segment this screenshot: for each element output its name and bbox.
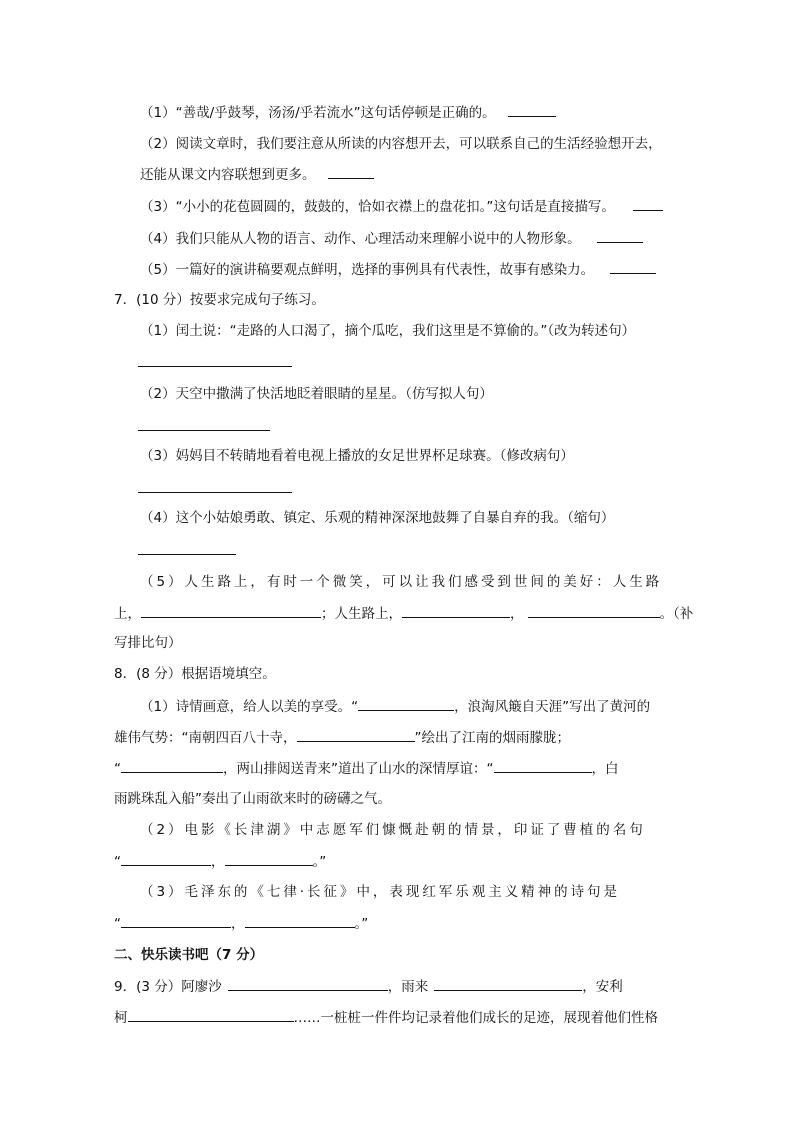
q8-part-2-line2: “ ， 。” (114, 851, 326, 872)
answer-blank[interactable] (597, 228, 643, 243)
judge-item-2-cont: 还能从课文内容联想到更多。 (140, 164, 374, 185)
section-heading: 二、快乐读书吧（7 分） (114, 947, 264, 963)
q8-part-3-line2: “ ， 。” (114, 913, 368, 934)
answer-line[interactable] (138, 478, 292, 499)
answer-blank[interactable] (402, 603, 510, 618)
answer-line[interactable] (138, 352, 292, 373)
judge-item-2: （2）阅读文章时，我们要注意从所读的内容想开去，可以联系自己的生活经验想开去， (140, 136, 662, 152)
q8-part-3: （3）毛泽东的《七律·长征》中，表现红军乐观主义精神的诗句是 (140, 884, 620, 900)
judge-item-4: （4）我们只能从人物的语言、动作、心理活动来理解小说中的人物形象。 (140, 228, 643, 249)
answer-blank[interactable] (328, 164, 374, 179)
q7-sentence-5-cont: 上， ；人生路上， ， 。（补 (114, 603, 693, 624)
answer-blank[interactable] (528, 603, 660, 618)
q8-part-1-line4: 雨跳珠乱入船”奏出了山雨欲来时的磅礴之气。 (114, 791, 391, 807)
answer-blank[interactable] (358, 696, 454, 711)
answer-blank[interactable] (494, 758, 592, 773)
answer-blank[interactable] (508, 102, 556, 117)
q7-sentence-4: （4）这个小姑娘勇敢、镇定、乐观的精神深深地鼓舞了自暴自弃的我。（缩句） (140, 510, 615, 526)
q7-sentence-5: （5）人生路上，有时一个微笑，可以让我们感受到世间的美好：人生路 (140, 574, 663, 590)
answer-blank[interactable] (128, 1007, 294, 1022)
answer-blank[interactable] (228, 976, 388, 991)
answer-line[interactable] (138, 416, 270, 437)
q8-title: 8．(8 分）根据语境填空。 (114, 666, 276, 682)
q9-line-1: 9．(3 分）阿廖沙 ，雨来 ，安利 (114, 976, 623, 997)
judge-item-1: （1）“善哉/乎鼓琴，汤汤/乎若流水”这句话停顿是正确的。 (140, 102, 556, 123)
answer-blank[interactable] (245, 913, 355, 928)
q7-sentence-1: （1）闰土说：“走路的人口渴了，摘个瓜吃，我们这里是不算偷的。”（改为转述句） (140, 323, 636, 339)
answer-blank[interactable] (141, 603, 321, 618)
answer-blank[interactable] (121, 913, 231, 928)
answer-blank[interactable] (225, 851, 313, 866)
judge-item-3: （3）“小小的花苞圆圆的，鼓鼓的，恰如衣襟上的盘花扣。”这句话是直接描写。 (140, 196, 663, 217)
q7-sentence-2: （2）天空中撒满了快活地眨着眼睛的星星。（仿写拟人句） (140, 386, 493, 402)
answer-blank[interactable] (610, 259, 656, 274)
q7-sentence-5-end: 写排比句） (114, 635, 182, 651)
q8-part-1: （1）诗情画意，给人以美的享受。“ ，浪淘风簸自天涯”写出了黄河的 (140, 696, 650, 717)
answer-blank[interactable] (633, 196, 663, 211)
q8-part-1-line3: “ ，两山排闼送青来”道出了山水的深情厚谊：“ ，白 (114, 758, 619, 779)
q7-sentence-3: （3）妈妈目不转睛地看着电视上播放的女足世界杯足球赛。（修改病句） (140, 448, 574, 464)
q8-part-2: （2）电影《长津湖》中志愿军们慷慨赴朝的情景，印证了曹植的名句 (140, 822, 646, 838)
judge-item-5: （5）一篇好的演讲稿要观点鲜明，选择的事例具有代表性，故事有感染力。 (140, 259, 656, 280)
answer-line[interactable] (138, 540, 236, 561)
q7-title: 7．(10 分）按要求完成句子练习。 (114, 292, 325, 308)
answer-blank[interactable] (121, 851, 211, 866)
answer-blank[interactable] (297, 727, 415, 742)
q8-part-1-line2: 雄伟气势：“南朝四百八十寺， ”绘出了江南的烟雨朦胧； (114, 727, 570, 748)
q9-line-2: 柯 ……一桩桩一件件均记录着他们成长的足迹，展现着他们性格 (114, 1007, 658, 1028)
answer-blank[interactable] (434, 976, 582, 991)
answer-blank[interactable] (121, 758, 223, 773)
